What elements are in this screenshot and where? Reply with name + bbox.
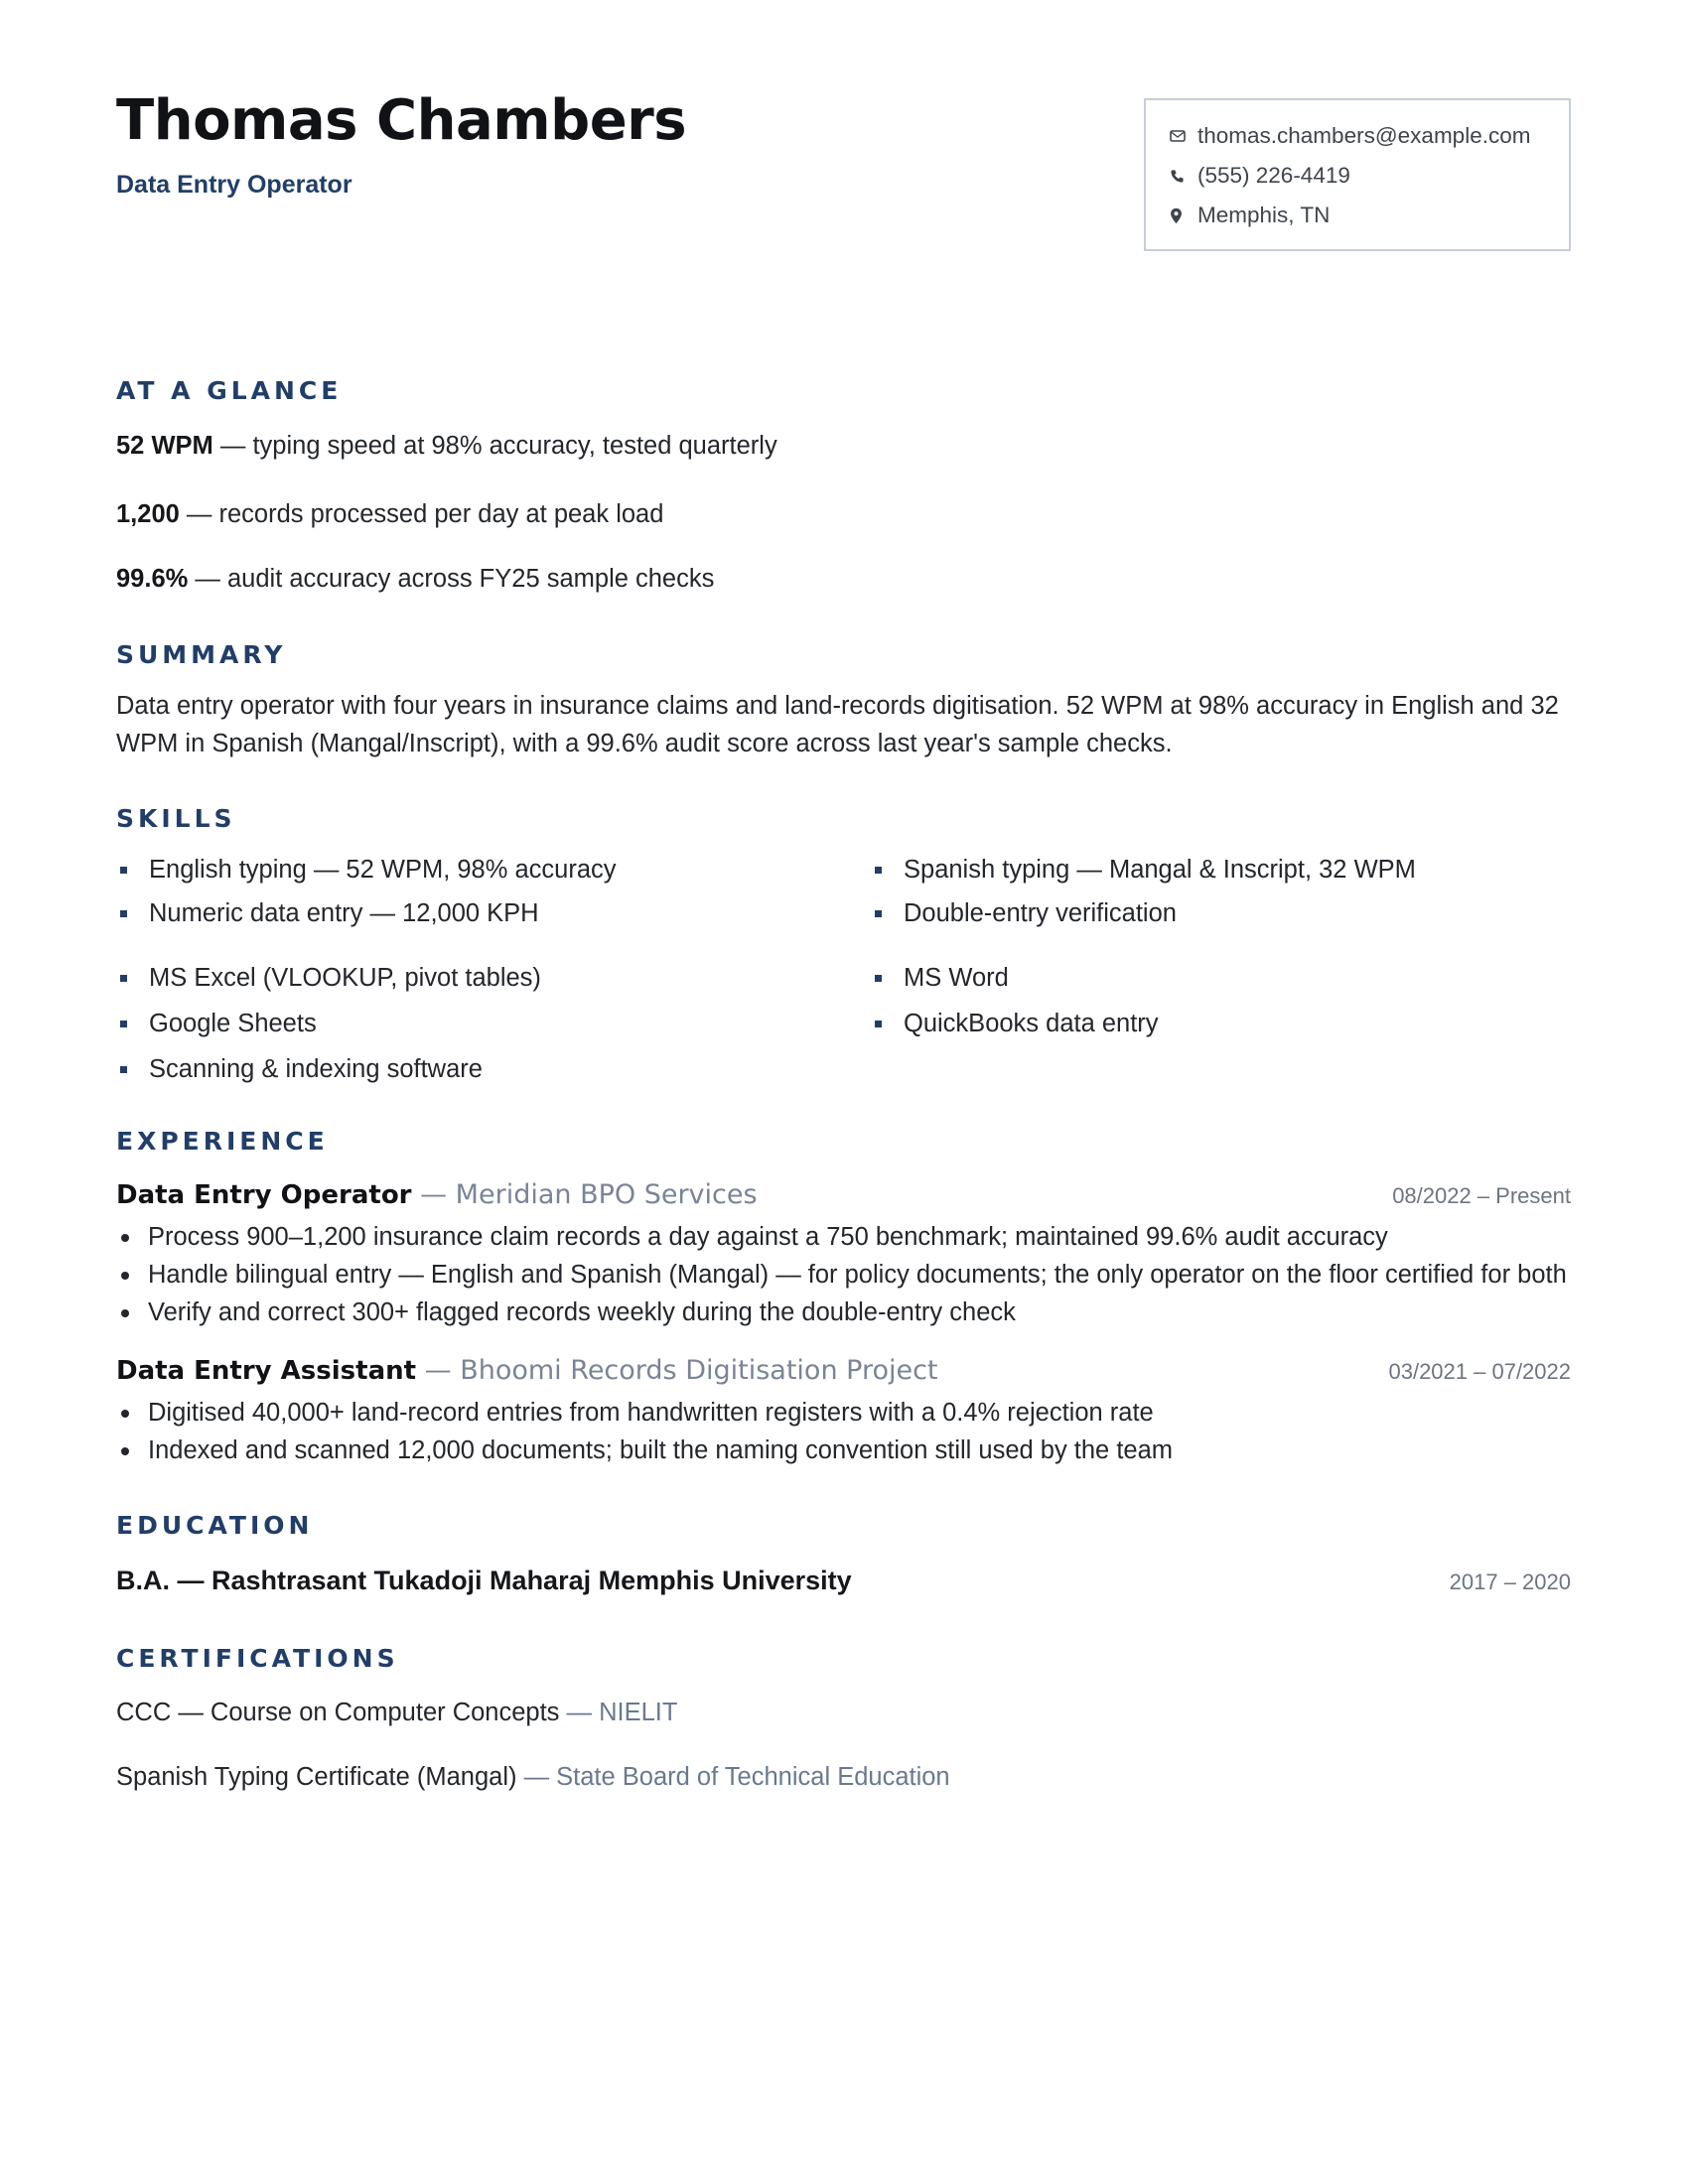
glance-text: — typing speed at 98% accuracy, tested quarterly bbox=[212, 432, 777, 460]
job-header bbox=[116, 1355, 1571, 1386]
summary-heading: SUMMARY bbox=[116, 639, 287, 669]
certifications-heading: CERTIFICATIONS bbox=[116, 1643, 399, 1673]
skill-item bbox=[871, 849, 1566, 892]
job-bullets bbox=[116, 1218, 1571, 1331]
experience-section bbox=[116, 1126, 1571, 1469]
education-heading: EDUCATION bbox=[116, 1510, 314, 1540]
skill-item bbox=[116, 849, 871, 892]
job-dates: 08/2022 – Present bbox=[1392, 1182, 1571, 1208]
summary-section bbox=[116, 639, 1571, 762]
skill-label: QuickBooks data entry bbox=[904, 1010, 1159, 1038]
skills-heading: SKILLS bbox=[116, 803, 236, 833]
location-text: Memphis, TN bbox=[1197, 203, 1331, 227]
skill-item bbox=[116, 1047, 871, 1093]
certifications-section bbox=[116, 1643, 1571, 1792]
job-org: — Bhoomi Records Digitisation Project bbox=[416, 1354, 938, 1386]
bullet-square-icon bbox=[120, 910, 127, 917]
skill-label: Scanning & indexing software bbox=[149, 1055, 483, 1084]
skill-label: Google Sheets bbox=[149, 1010, 317, 1038]
experience-heading: EXPERIENCE bbox=[116, 1126, 329, 1156]
skill-label: MS Word bbox=[904, 964, 1009, 993]
bullet-square-icon bbox=[875, 1021, 882, 1027]
email-text: thomas.chambers@example.com bbox=[1197, 123, 1531, 148]
job-title: Data Entry Operator bbox=[116, 1179, 412, 1210]
job-entry bbox=[116, 1179, 1571, 1331]
skill-item bbox=[116, 1002, 871, 1047]
bullet-square-icon bbox=[120, 867, 127, 874]
contact-phone[interactable] bbox=[1170, 156, 1569, 196]
location-pin-icon bbox=[1170, 207, 1197, 224]
skill-item bbox=[871, 892, 1566, 936]
glance-heading: AT A GLANCE bbox=[116, 376, 343, 405]
skill-label: Numeric data entry — 12,000 KPH bbox=[149, 899, 539, 928]
contact-box bbox=[1144, 98, 1571, 251]
education-dates: 2017 – 2020 bbox=[1449, 1569, 1571, 1594]
resume-header bbox=[116, 88, 1571, 302]
job-bullet: Process 900–1,200 insurance claim records a day against a 750 benchmark; maintained 99.6% audit accuracy bbox=[116, 1218, 1571, 1256]
skill-label: Double-entry verification bbox=[904, 899, 1177, 928]
skill-label: MS Excel (VLOOKUP, pivot tables) bbox=[149, 964, 541, 993]
bullet-square-icon bbox=[875, 867, 882, 874]
phone-icon bbox=[1170, 169, 1197, 184]
cert-name: CCC — Course on Computer Concepts bbox=[116, 1698, 560, 1726]
mail-icon bbox=[1170, 130, 1197, 142]
job-bullet: Digitised 40,000+ land-record entries from handwritten registers with a 0.4% rejection rate bbox=[116, 1394, 1571, 1432]
skills-group-core bbox=[116, 849, 1571, 936]
job-org: — Meridian BPO Services bbox=[411, 1178, 758, 1210]
cert-issuer: — State Board of Technical Education bbox=[516, 1762, 950, 1791]
contact-location bbox=[1170, 196, 1569, 235]
job-bullets bbox=[116, 1394, 1571, 1469]
candidate-name: Thomas Chambers bbox=[116, 88, 687, 153]
certification-item bbox=[116, 1763, 1571, 1792]
skill-item bbox=[871, 956, 1566, 1002]
glance-text: — audit accuracy across FY25 sample checks bbox=[188, 565, 715, 594]
skill-item bbox=[116, 956, 871, 1002]
job-bullet: Handle bilingual entry — English and Spanish (Mangal) — for policy documents; the only operator on the floor certified for both bbox=[116, 1256, 1571, 1294]
skill-label: English typing — 52 WPM, 98% accuracy bbox=[149, 856, 617, 885]
glance-section bbox=[116, 378, 1571, 595]
bullet-square-icon bbox=[120, 1066, 127, 1073]
bullet-square-icon bbox=[875, 910, 882, 917]
job-bullet: Indexed and scanned 12,000 documents; built the naming convention still used by the team bbox=[116, 1432, 1571, 1469]
summary-text: Data entry operator with four years in insurance claims and land-records digitisation. 52 WPM at 98% accuracy in English and 32 WPM in Spanish (Mangal/Inscript), with a 99.6% audit score across last year's sample checks. bbox=[116, 691, 1559, 757]
glance-value: 99.6% bbox=[116, 565, 189, 594]
skill-label: Spanish typing — Mangal & Inscript, 32 WPM bbox=[904, 856, 1416, 885]
glance-value: 1,200 bbox=[116, 499, 180, 528]
degree-name: B.A. — Rashtrasant Tukadoji Maharaj Memphis University bbox=[116, 1565, 852, 1595]
skills-section bbox=[116, 803, 1571, 1093]
bullet-square-icon bbox=[120, 975, 127, 982]
skill-item bbox=[871, 1002, 1566, 1047]
skills-group-tools bbox=[116, 956, 1571, 1093]
job-header bbox=[116, 1179, 1571, 1210]
cert-name: Spanish Typing Certificate (Mangal) bbox=[116, 1762, 517, 1791]
job-entry bbox=[116, 1355, 1571, 1469]
contact-email[interactable] bbox=[1170, 116, 1569, 156]
education-section bbox=[116, 1510, 1571, 1596]
candidate-role: Data Entry Operator bbox=[116, 171, 352, 199]
phone-text: (555) 226-4419 bbox=[1197, 163, 1350, 188]
glance-item bbox=[116, 564, 1571, 595]
glance-item bbox=[116, 499, 1571, 530]
glance-value: 52 WPM bbox=[116, 432, 213, 460]
glance-item bbox=[116, 431, 1571, 462]
education-entry bbox=[116, 1566, 1571, 1596]
bullet-square-icon bbox=[120, 1021, 127, 1027]
bullet-square-icon bbox=[875, 975, 882, 982]
cert-issuer: — NIELIT bbox=[559, 1698, 678, 1726]
job-bullet: Verify and correct 300+ flagged records weekly during the double-entry check bbox=[116, 1294, 1571, 1331]
glance-text: — records processed per day at peak load bbox=[179, 499, 664, 528]
skill-item bbox=[116, 892, 871, 936]
certification-item bbox=[116, 1699, 1571, 1727]
job-title: Data Entry Assistant bbox=[116, 1355, 417, 1386]
job-dates: 03/2021 – 07/2022 bbox=[1388, 1358, 1571, 1384]
